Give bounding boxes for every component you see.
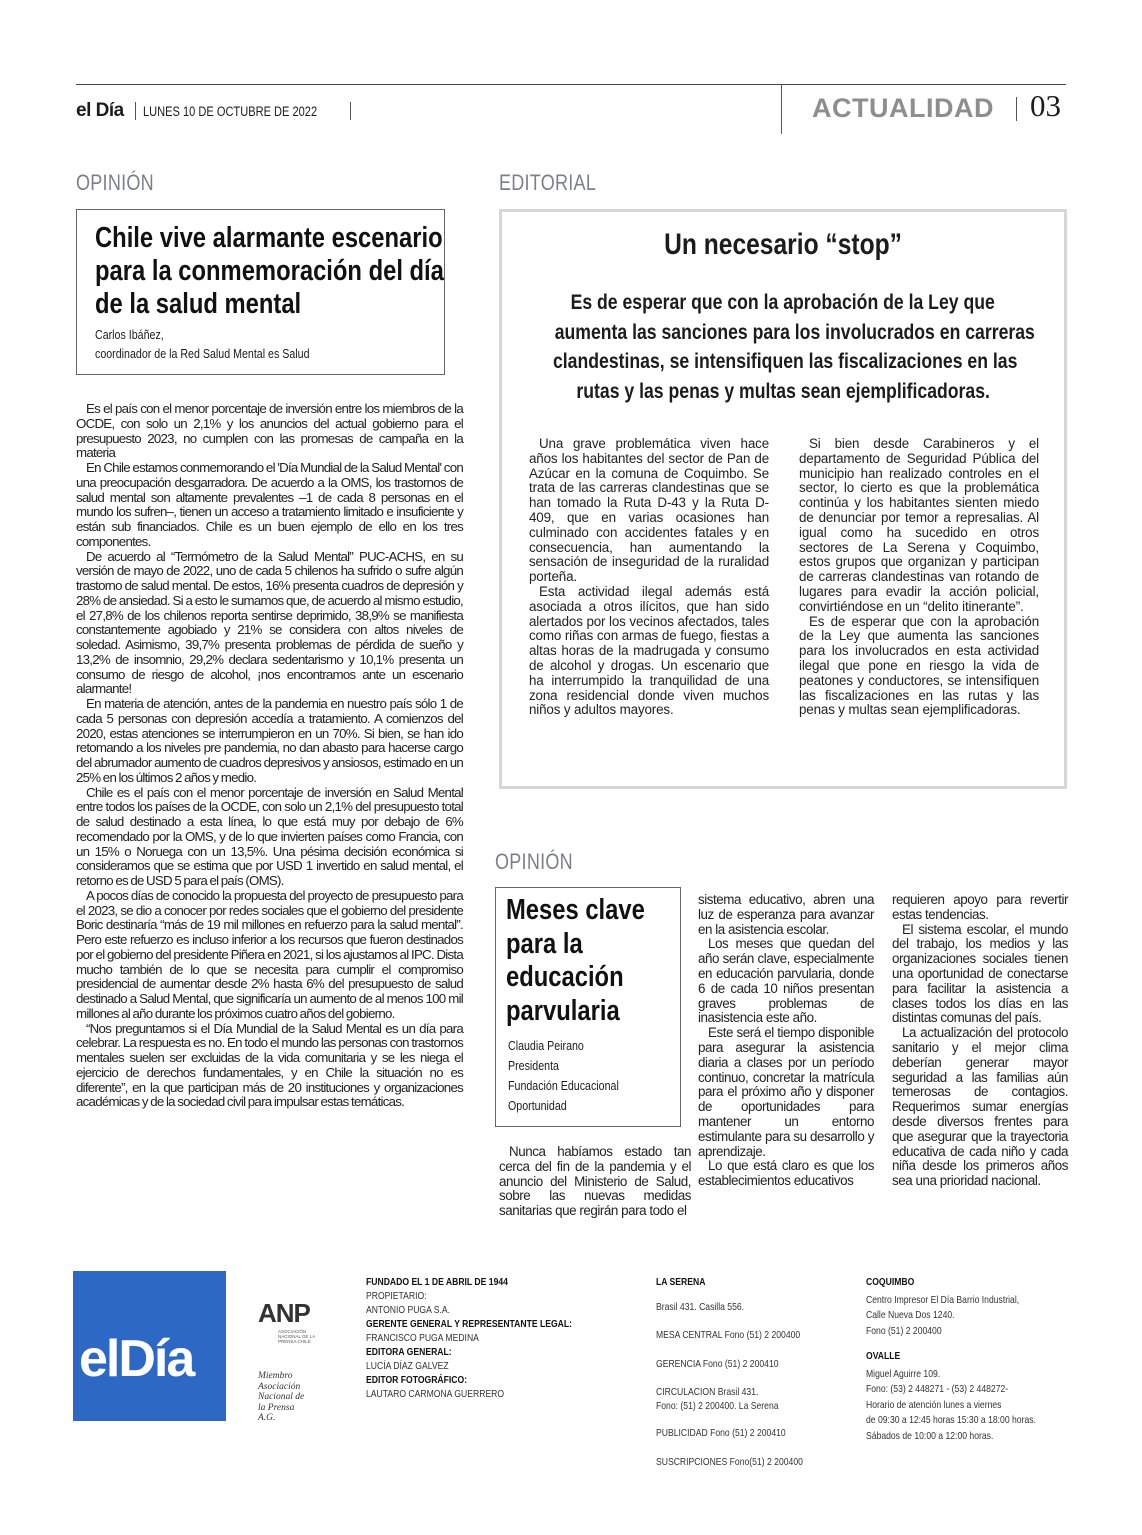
editorial-headline: Un necesario “stop” [664, 228, 902, 261]
header-divider [1016, 97, 1017, 121]
opinion-byline: Carlos Ibáñez, coordinador de la Red Salud Mental es Salud [95, 327, 310, 361]
header-divider [781, 84, 782, 134]
opinion-column-3: requieren apoyo para revertir estas tendencias. El sistema escolar, el mundo del trabajo, los medios y las organizaciones sociales tienen una oportunidad de conectarse para facilitar la asistencia a clases todos los días en las distintas comunas del país. La actualización del protocolo sanitario y el mejor clima deberían generar mayor seguridad a las familias aún temerosas de contagios. Requerimos sumar energías desde diversos frentes para que asegurar que la trayectoria educativa de cada niño y cada niña desde los primeros años sea una prioridad nacional. [892, 892, 1068, 1189]
opinion-kicker: OPINIÓN [495, 849, 573, 874]
staff-credits: FUNDADO EL 1 DE ABRIL DE 1944 PROPIETARIO: ANTONIO PUGA S.A. GERENTE GENERAL Y REPRESENTANTE LEGAL: FRANCISCO PUGA MEDINA EDITORA GENERAL: LUCÍA DÍAZ GALVEZ EDITOR FOTOGRÁFICO: LAUTARO CARMONA GUERRERO [366, 1276, 573, 1400]
la-serena-contacts: LA SERENA Brasil 431. Casilla 556. MESA CENTRAL Fono (51) 2 200400 GERENCIA Fono (51) 2 200410 CIRCULACION Brasil 431. Fono: (51) 2 200400. La Serena PUBLICIDAD Fono (51) 2 200410 SUSCRIPCIONES Fono(51) 2 200400 [656, 1276, 803, 1468]
editorial-kicker: EDITORIAL [499, 170, 597, 195]
opinion-byline: Claudia Peirano Presidenta Fundación Educacional Oportunidad [508, 1038, 619, 1113]
editorial-column-2: Si bien desde Carabineros y el departamento de Seguridad Pública del municipio han realizado controles en el sector, lo cierto es que la problemática continúa y los habitantes sienten miedo de denunciar por temor a represalias. Al igual como ha sucedido en otros sectores de La Serena y Coquimbo, estos grupos que organizan y participan de carreras clandestinas van rotando de lugares para evadir la acción policial, convirtiéndose en un “delito itinerante”. Es de esperar que con la aprobación de la Ley que aumenta las sanciones para los involucrados en esta actividad ilegal que pone en riesgo la vida de peatones y conductores, se intensifiquen las fiscalizaciones en las rutas y las penas y multas sean ejemplificadoras. [799, 436, 1039, 718]
section-title: ACTUALIDAD [812, 93, 994, 123]
el-dia-logo: elDía [73, 1271, 226, 1421]
page-number: 03 [1030, 88, 1061, 123]
opinion-column-2: sistema educativo, abren una luz de esperanza para avanzar en la asistencia escolar. Los meses que quedan del año serán clave, especialmente en educación parvularia, donde 6 de cada 10 niños presentan graves problemas de inasistencia este año. Este será el tiempo disponible para asegurar la asistencia diaria a clases por un período continuo, concretar la matrícula para el próximo año y disponer de oportunidades para mantener un entorno estimulante para su desarrollo y aprendizaje. Lo que está claro es que los establecimientos educativos [698, 892, 874, 1189]
masthead-brand: el Día [76, 100, 124, 121]
opinion-headline-box [76, 209, 445, 375]
opinion-column-1: Nunca habíamos estado tan cerca del fin de la pandemia y el anuncio del Ministerio de Salud, sobre las nuevas medidas sanitarias que regirán para todo el [499, 1144, 691, 1219]
opinion-headline-box [495, 887, 681, 1127]
editorial-lead: Es de esperar que con la aprobación de la Ley que aumenta las sanciones para los involucrados en carreras clandestinas, se intensifiquen las fiscalizaciones en las rutas y las penas y multas sean ejemplificadoras. [552, 290, 1035, 403]
header-rule [76, 84, 1066, 85]
coquimbo-ovalle-contacts: COQUIMBO Centro Impresor El Día Barrio Industrial, Calle Nueva Dos 1240. Fono (51) 2 200400 OVALLE Miguel Aguirre 109. Fono: (53) 2 448271 - (53) 2 448272- Horario de atención lunes a viernes de 09:30 a 12:45 horas 15:30 a 18:00 horas. Sábados de 10:00 a 12:00 horas. [866, 1276, 1036, 1442]
opinion-headline: Chile vive alarmante escenario para la conmemoración del día de la salud mental [95, 222, 444, 320]
opinion-article-body: Es el país con el menor porcentaje de inversión entre los miembros de la OCDE, con solo un 2,1% y los anuncios del actual gobierno para el presupuesto 2023, no cumplen con las promesas de campaña en la materia En Chile estamos conmemorando el 'Día Mundial de la Salud Mental' con una preocupación desgarradora. De acuerdo a la OMS, los trastornos de salud mental son altamente prevalentes –1 de cada 8 personas en el mundo los sufren–, tienen un acceso a tratamiento limitado e insuficiente y están sub financiados. Chile es un buen ejemplo de ello en los tres componentes. De acuerdo al “Termómetro de la Salud Mental” PUC-ACHS, en su versión de mayo de 2022, uno de cada 5 chilenos ha sufrido o sufre algún trastorno de salud mental. De estos, 16% presenta cuadros de depresión y 28% de ansiedad. Si a esto le sumamos que, de acuerdo al mismo estudio, el 27,8% de los chilenos reporta sentirse deprimido, 38,9% se manifiesta constantemente agobiado y 21% se considera con altos niveles de soledad. Asimismo, 39,7% presenta problemas de pérdida de sueño y 13,2% de insomnio, 29,2% declara sedentarismo y 10,1% presenta un consumo de riesgo de alcohol, ¡nos encontramos ante un escenario alarmante! En materia de atención, antes de la pandemia en nuestro país sólo 1 de cada 5 personas con depresión accedía a tratamiento. A comienzos del 2020, estas atenciones se interrumpieron en un 70%. Si bien, se han ido retomando a los niveles pre pandemia, no dan abasto para hacerse cargo del abrumador aumento de cuadros depresivos y ansiosos, estimado en un 25% en los últimos 2 años y medio. Chile es el país con el menor porcentaje de inversión en Salud Mental entre todos los países de la OCDE, con solo un 2,1% del presupuesto total de salud destinado a esta línea, lo que está muy por debajo de 6% recomendado por la OMS, y de lo que invierten países como Francia, con un 15% o Noruega con un 13,5%. Una pésima decisión económica si consideramos que se estima que por USD 1 invertido en salud mental, el retorno es de USD 5 para el país (OMS). A pocos días de conocido la propuesta del proyecto de presupuesto para el 2023, se dio a conocer por redes sociales que el gobierno del presidente Boric destinaría “más de 19 mil millones en refuerzo para la salud mental”. Pero este refuerzo es incluso inferior a los recursos que fueron destinados por el gobierno del presidente Piñera en 2021, si los ajustamos al IPC. Dista mucho también de lo que se necesita para cumplir el compromiso presidencial de aumentar desde 2% hasta 6% del presupuesto de salud destinado a Salud Mental, que significaría un aumento de al menos 100 mil millones al año durante los próximos cuatro años del gobierno. “Nos preguntamos si el Día Mundial de la Salud Mental es un día para celebrar. La respuesta es no. En todo el mundo las personas con trastornos mentales suelen ser excluidas de la vida comunitaria y se les niega el ejercicio de derechos fundamentales, y en Chile la situación no es diferente”, en la que participan más de 20 instituciones y organizaciones académicas y de la sociedad civil para impulsar estas temáticas. [76, 401, 463, 1110]
member-association: Miembro Asociación Nacional de la Prensa A.G. [258, 1371, 305, 1423]
issue-date: LUNES 10 DE OCTUBRE DE 2022 [143, 104, 318, 119]
editorial-box [499, 209, 1067, 789]
opinion-headline: Meses clave para la educación parvularia [506, 894, 645, 1027]
header-divider [135, 102, 136, 120]
editorial-column-1: Una grave problemática viven hace años los habitantes del sector de Pan de Azúcar en la comuna de Coquimbo. Se trata de las carreras clandestinas que se han tomado la Ruta D-43 y la Ruta D-409, que en varias ocasiones han culminado con accidentes fatales y en consecuencia, han aumentando la sensación de inseguridad de la ruralidad porteña. Esta actividad ilegal además está asociada a otros ilícitos, que han sido alertados por los vecinos afectados, tales como riñas con armas de fuego, fiestas a altas horas de la madrugada y consumo de alcohol y drogas. Un escenario que ha interrumpido la tranquilidad de una zona residencial donde viven muchos niños y adultos mayores. [529, 436, 769, 718]
anp-logo: ANP ASOCIACIÓN NACIONAL DE LA PRENSA CHILE [258, 1298, 315, 1344]
header-divider [350, 102, 351, 120]
opinion-kicker: OPINIÓN [76, 170, 154, 195]
